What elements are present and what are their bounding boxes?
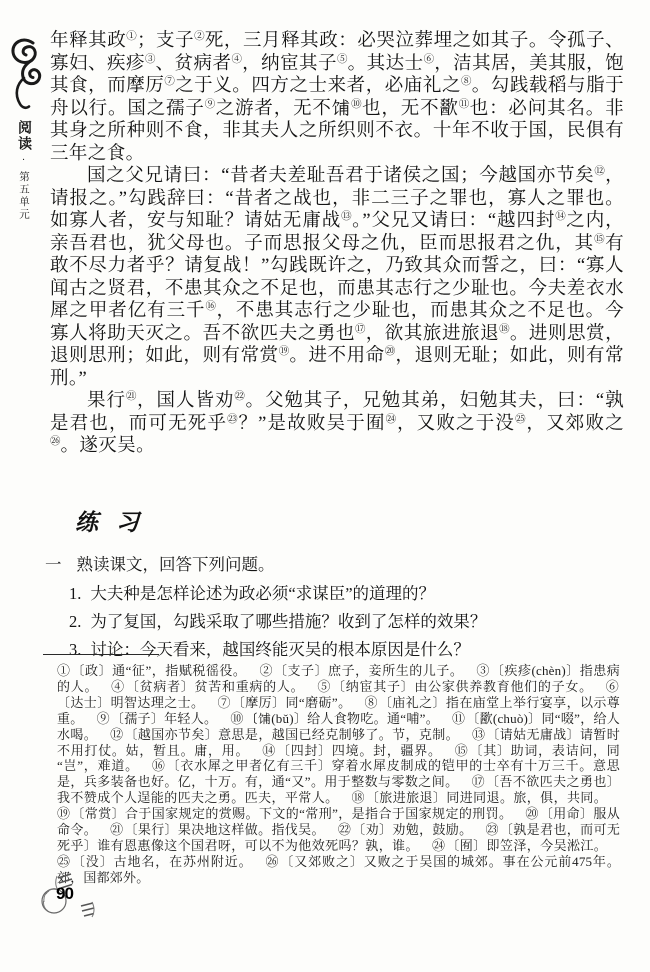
footnote-3: ③〔疾疹(chèn)〕指患病的人。 [57, 663, 620, 694]
exercise-question-1 [69, 580, 610, 608]
footnote-number: ⑧ [364, 694, 378, 710]
footnote-number: ㉑ [110, 822, 124, 838]
flower-ornament-icon [34, 868, 114, 928]
footnote-25: ㉕〔没〕古地名，在苏州附近。 [57, 853, 253, 869]
footnote-number: ㉓ [485, 822, 499, 838]
footnote-17: ⑰〔吾不欲匹夫之勇也〕我不赞成个人逞能的匹夫之勇。匹夫，平常人。 [57, 774, 620, 806]
footnote-number: ⑳ [525, 806, 539, 822]
footnote-12: ⑫〔越国亦节矣〕意思是，越国已经克制够了。节，克制。 [110, 726, 459, 742]
lesson-paragraph-1: 年释其政①；支子②死，三月释其政：必哭泣葬埋之如其子。令孤子、寡妇、疾疹③、贫病者④，纳宦其子⑤。其达士⑥，洁其居，美其服，饱其食，而摩厉⑦之于义。四方之士来者，必庙礼之⑧。勾践载稻与脂于舟以行。国之孺子⑨之游者，无不𫗦⑩也，无不歠⑪也：必问其名。非其身之所种则不食，非其夫人之所织则不衣。十年不收于国，民俱有三年之食。 [50, 30, 625, 164]
footnote-16: ⑯〔衣水犀之甲者亿有三千〕穿着水犀皮制成的铠甲的士卒有十万三千。意思是，兵多装备也好。亿，十万。有，通“又”。用于整数与零数之间。 [57, 758, 620, 790]
footnote-11: ⑪〔歠(chuò)〕同“啜”，给人水喝。 [57, 710, 621, 742]
footnote-24: ㉔〔囿〕即笠泽，今吴淞江。 [431, 837, 607, 853]
footnote-number: ⑩ [230, 710, 244, 726]
footnote-number: ⑲ [57, 806, 71, 822]
footnote-number: ③ [476, 663, 490, 678]
footnote-number: ⑱ [351, 790, 365, 806]
footnote-1: ①〔政〕通“征”，指赋税徭役。 [57, 663, 247, 678]
footnote-5: ⑤〔纳宦其子〕由公家供养教育他们的子女。 [317, 678, 593, 694]
lesson-paragraph-2: 国之父兄请曰：“昔者夫差耻吾君于诸侯之国；今越国亦节矣⑫，请报之。”勾践辞曰：“昔者之战也，非二三子之罪也，寡人之罪也。如寡人者，安与知耻？请姑无庸战⑬。”父兄又请曰：“越四封⑭之内，亲吾君也，犹父母也。子而思报父母之仇，臣而思报君之仇，其⑮有敢不尽力者乎？请复战！”勾践既许之，乃致其众而誓之，曰：“寡人闻古之贤君，不患其众之不足也，而患其志行之少耻也。今夫差衣水犀之甲者亿有三千⑯，不患其志行之少耻也，而患其众之不足也。今寡人将助天灭之。吾不欲匹夫之勇也⑰，欲其旅进旅退⑱。进则思赏，退则思刑；如此，则有常赏⑲。进不用命⑳，退则无耻；如此，则有常刑。” [50, 165, 625, 389]
footnote-number: ⑬ [472, 726, 486, 742]
footnote-number: ⑰ [471, 774, 485, 790]
exercise-question-list [69, 580, 610, 664]
footnote-15: ⑮〔其〕助词，表诘问，同“岂”，难道。 [57, 742, 620, 774]
exercise-question-2 [69, 608, 610, 636]
footnote-2: ②〔支子〕庶子，妾所生的儿子。 [259, 663, 464, 678]
footnote-23: ㉓〔孰是君也，而可无死乎〕谁有恩惠像这个国君呀，可以不为他效死吗？孰，谁。 [57, 822, 621, 853]
footnote-8: ⑧〔庙礼之〕指在庙堂上举行宴享，以示尊重。 [57, 694, 620, 726]
sidebar-section-name: 阅读 [16, 120, 31, 152]
footnote-number: ⑪ [452, 710, 466, 726]
page-number: 90 [56, 884, 73, 903]
footnote-6: ⑥〔达士〕明智达理之士。 [57, 678, 619, 710]
exercise-one-title: 熟读课文，回答下列问题。 [76, 555, 275, 574]
footnote-number: ⑨ [96, 710, 110, 726]
question-text: 为了复国，勾践采取了哪些措施？收到了怎样的效果？ [90, 612, 487, 631]
footnote-10: ⑩〔𫗦(bǔ)〕给人食物吃。通“哺”。 [230, 710, 439, 726]
footnote-18: ⑱〔旅进旅退〕同进同退。旅，俱，共同。 [351, 790, 607, 806]
footnote-number: ⑤ [317, 678, 332, 694]
exercise-one-marker: 一 [45, 555, 62, 574]
question-number: 2. [69, 612, 82, 631]
footnote-number: ㉔ [431, 837, 446, 853]
footnote-4: ④〔贫病者〕贫苦和重病的人。 [111, 678, 305, 694]
sidebar-dot: · [18, 155, 29, 168]
footnote-14: ⑭〔四封〕四境。封，疆界。 [262, 742, 442, 758]
exercise-one [45, 552, 610, 578]
exercises-section [45, 504, 610, 664]
footnote-21: ㉑〔果行〕果决地这样做。指伐吴。 [110, 822, 325, 838]
footnote-number: ㉕ [57, 853, 71, 869]
footnote-number: ④ [111, 678, 125, 694]
footnote-divider [43, 654, 159, 655]
lesson-paragraph-3: 果行$^㉑$，国人皆劝$^㉒$。父勉其子，兄勉其弟，妇勉其夫，曰：“孰是君也，而可无死乎$^㉓$？”是故败吴于囿$^㉔$，又败之于没$^㉕$，又郊败之$^㉖$。遂灭吴。 [50, 390, 625, 456]
lesson-body-text [50, 30, 624, 458]
footnote-number: ① [57, 663, 71, 678]
footnote-number: ② [259, 663, 273, 678]
footnote-number: ⑫ [110, 726, 124, 742]
swirl-ornament-icon [8, 36, 42, 114]
footnote-19: ⑲〔常赏〕合于国家规定的赏赐。下文的“常刑”，是指合于国家规定的刑罚。 [57, 806, 513, 822]
footnote-number: ⑭ [262, 742, 276, 758]
exercises-heading: 练习 [75, 510, 157, 535]
footnote-number: ㉖ [265, 853, 280, 869]
footnote-number: ⑥ [605, 678, 619, 694]
sidebar-unit-name: 第五单元 [18, 171, 29, 221]
footnote-7: ⑦〔摩厉〕同“磨砺”。 [217, 694, 352, 710]
question-number: 3. [69, 640, 82, 659]
question-text: 大夫种是怎样论述为政必须“求谋臣”的道理的？ [90, 584, 436, 603]
sidebar-unit-label [13, 120, 33, 250]
question-number: 1. [69, 584, 82, 603]
footnote-13: ⑬〔请姑无庸战〕请暂时不用打仗。姑，暂且。庸，用。 [57, 726, 620, 758]
footnote-number: ⑮ [454, 742, 469, 758]
footnote-20: ⑳〔用命〕服从命令。 [57, 806, 621, 838]
exercise-question-3 [69, 636, 610, 664]
footnote-number: ⑦ [217, 694, 231, 710]
footnote-26: ㉖〔又郊败之〕又败之于吴国的城郊。事在公元前475年。郊，国都郊外。 [57, 853, 621, 885]
footnotes-block [57, 663, 620, 886]
question-text: 讨论：今天看来，越国终能灭吴的根本原因是什么？ [90, 640, 470, 659]
footnote-number: ㉒ [337, 822, 352, 838]
footnote-22: ㉒〔劝〕劝勉，鼓励。 [337, 822, 473, 838]
footnote-number: ⑯ [151, 758, 166, 774]
page-number-area [34, 868, 114, 928]
footnote-9: ⑨〔孺子〕年轻人。 [96, 710, 218, 726]
